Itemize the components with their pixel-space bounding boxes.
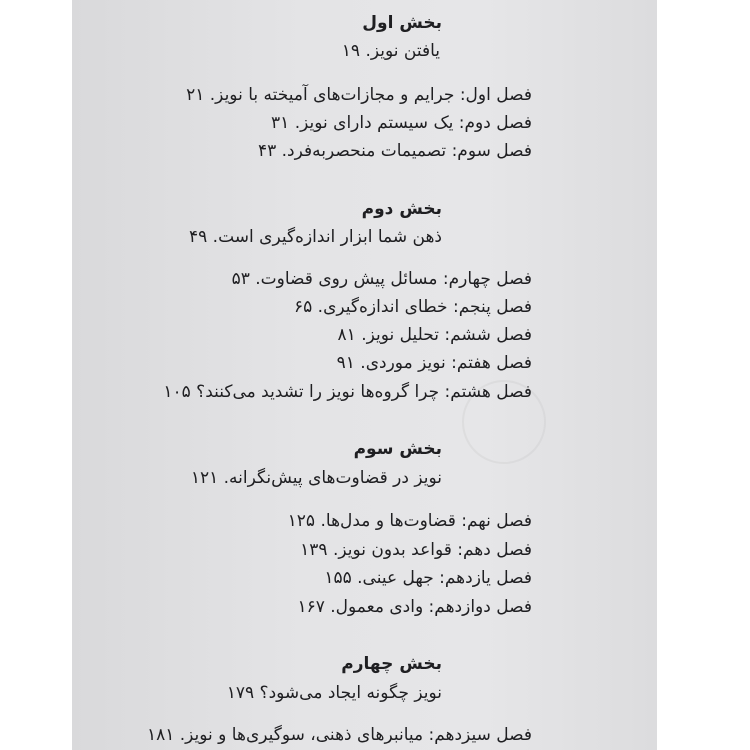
part-title-2: بخش دوم [361, 199, 442, 219]
chapter-13: فصل سیزدهم: میانبرهای ذهنی، سوگیری‌ها و نویز. ۱۸۱ [146, 725, 532, 745]
chapter-2: فصل دوم: یک سیستم دارای نویز. ۳۱ [271, 113, 532, 133]
chapter-3: فصل سوم: تصمیمات منحصربه‌فرد. ۴۳ [257, 141, 532, 161]
part-title-4: بخش چهارم [341, 654, 442, 674]
chapter-1: فصل اول: جرایم و مجازات‌های آمیخته با نویز. ۲۱ [186, 85, 532, 105]
chapter-4: فصل چهارم: مسائل پیش روی قضاوت. ۵۳ [231, 269, 532, 289]
part-subtitle-2: ذهن شما ابزار اندازه‌گیری است. ۴۹ [189, 227, 442, 247]
part-title-3: بخش سوم [353, 439, 442, 459]
part-title-1: بخش اول [362, 13, 442, 33]
chapter-7: فصل هفتم: نویز موردی. ۹۱ [336, 353, 532, 373]
book-page [72, 0, 657, 750]
chapter-12: فصل دوازدهم: وادی معمول. ۱۶۷ [297, 597, 532, 617]
part-subtitle-3: نویز در قضاوت‌های پیش‌نگرانه. ۱۲۱ [190, 468, 442, 488]
chapter-5: فصل پنجم: خطای اندازه‌گیری. ۶۵ [294, 297, 532, 317]
part-subtitle-4: نویز چگونه ایجاد می‌شود؟ ۱۷۹ [226, 683, 442, 703]
part-subtitle-1: یافتن نویز. ۱۹ [341, 41, 440, 61]
chapter-11: فصل یازدهم: جهل عینی. ۱۵۵ [324, 568, 532, 588]
chapter-8: فصل هشتم: چرا گروه‌ها نویز را تشدید می‌کنند؟ ۱۰۵ [163, 382, 532, 402]
chapter-9: فصل نهم: قضاوت‌ها و مدل‌ها. ۱۲۵ [287, 511, 532, 531]
chapter-6: فصل ششم: تحلیل نویز. ۸۱ [337, 325, 532, 345]
chapter-10: فصل دهم: قواعد بدون نویز. ۱۳۹ [300, 540, 532, 560]
